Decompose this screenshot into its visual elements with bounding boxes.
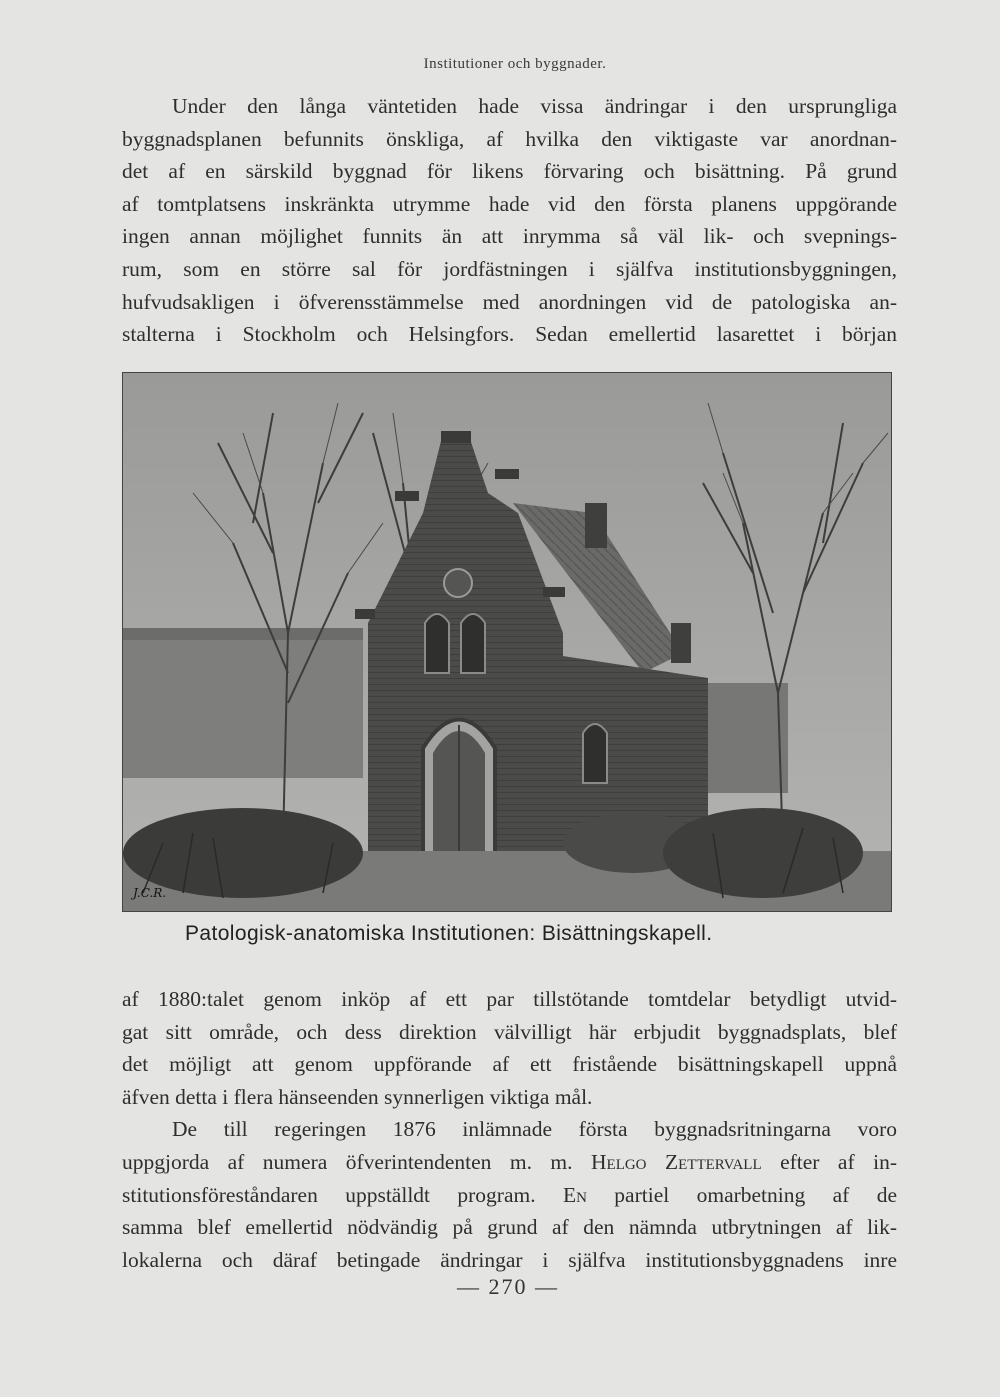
paragraph-1 bbox=[122, 90, 897, 351]
text-fragment: uppgjorda af numera öfverintendenten m. m. bbox=[122, 1149, 591, 1174]
text-line: byggnadsplanen befunnits önskliga, af hvilka den viktigaste var anordnan- bbox=[122, 126, 897, 151]
text-line bbox=[122, 1179, 897, 1212]
small-caps-word: En bbox=[562, 1182, 587, 1207]
figure-caption: Patologisk-anatomiska Institutionen: Bisättningskapell. bbox=[185, 922, 713, 945]
artist-signature: J.C.R. bbox=[133, 886, 167, 900]
text-line: gat sitt område, och dess direktion välvilligt här erbjudit byggnadsplats, blef bbox=[122, 1019, 897, 1044]
text-fragment: partiel omarbetning af de bbox=[586, 1182, 897, 1207]
text-line: De till regeringen 1876 inlämnade första byggnadsritningarna voro bbox=[172, 1117, 897, 1142]
text-fragment: stitutionsföreståndaren uppställdt program. bbox=[122, 1182, 563, 1207]
text-line: af 1880:talet genom inköp af ett par tillstötande tomtdelar betydligt utvid- bbox=[122, 987, 897, 1011]
text-fragment: efter af in- bbox=[761, 1149, 897, 1174]
chapel-photograph bbox=[122, 372, 892, 912]
text-line: af tomtplatsens inskränkta utrymme hade vid den första planens uppgörande bbox=[122, 191, 897, 216]
person-name: Helgo Zettervall bbox=[591, 1149, 762, 1174]
text-line: lokalerna och däraf betingade ändringar i själfva institutionsbyggnadens inre bbox=[122, 1247, 897, 1272]
text-line: hufvudsakligen i öfverensstämmelse med anordningen vid de patologiska an- bbox=[122, 289, 897, 314]
text-line: rum, som en större sal för jordfästningen i själfva institutionsbyggningen, bbox=[122, 256, 897, 281]
text-line: det möjligt att genom uppförande af ett fristående bisättningskapell uppnå bbox=[122, 1052, 897, 1077]
text-line: stalterna i Stockholm och Helsingfors. Sedan emellertid lasarettet i början bbox=[122, 322, 897, 347]
text-line: Under den långa väntetiden hade vissa ändringar i den ursprungliga bbox=[172, 94, 897, 118]
text-line: det af en särskild byggnad för likens förvaring och bisättning. På grund bbox=[122, 159, 897, 184]
text-line bbox=[122, 1146, 897, 1179]
running-head: Institutioner och byggnader. bbox=[423, 56, 607, 72]
page-number: — 270 — bbox=[457, 1274, 559, 1299]
paragraph-2 bbox=[122, 983, 897, 1276]
text-line: äfven detta i flera hänseenden synnerligen viktiga mål. bbox=[122, 1084, 593, 1109]
text-line: samma blef emellertid nödvändig på grund af den nämnda utbrytningen af lik- bbox=[122, 1215, 897, 1240]
text-line: ingen annan möjlighet funnits än att inrymma så väl lik- och svepnings- bbox=[122, 224, 897, 249]
